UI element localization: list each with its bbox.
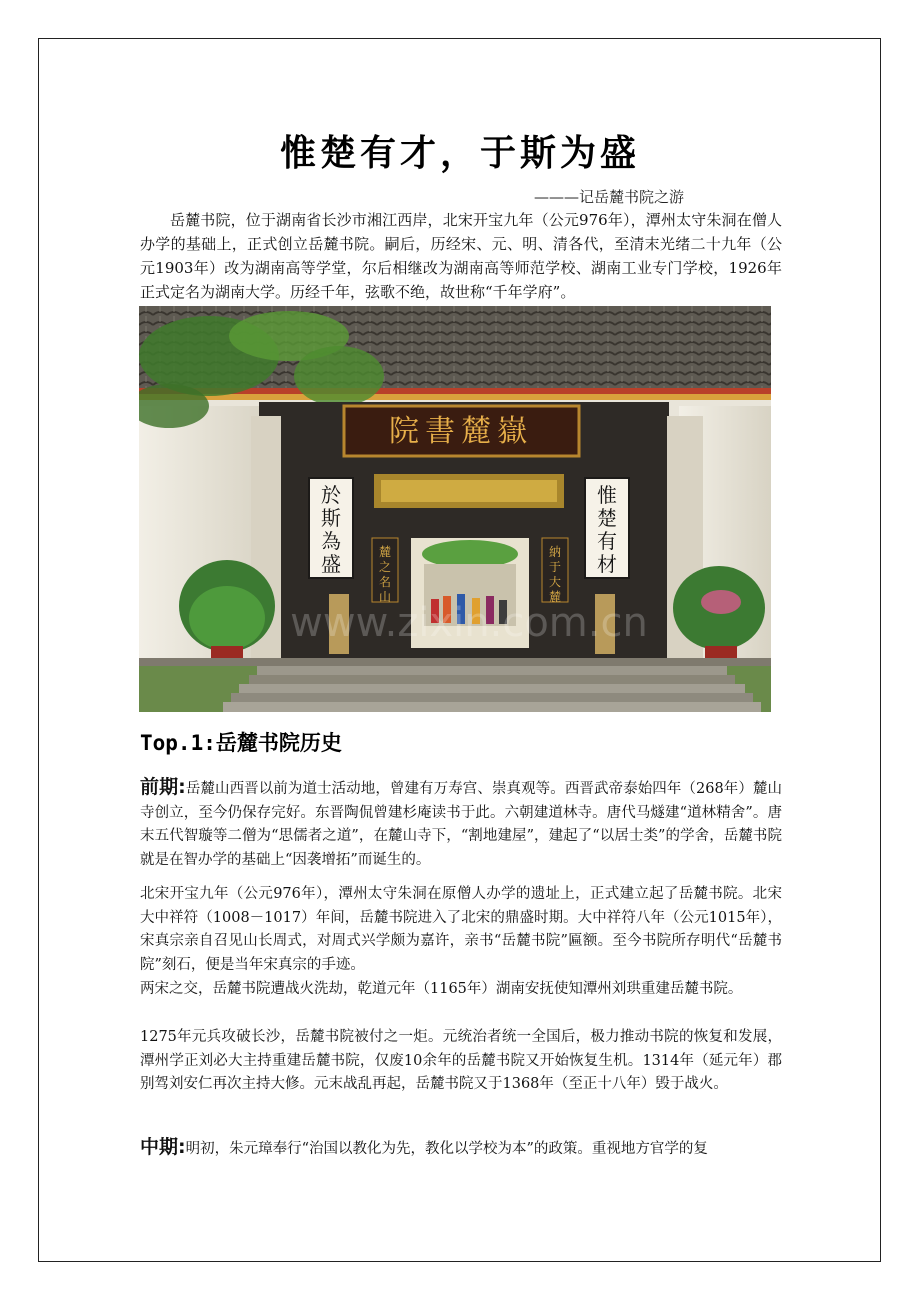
- academy-gate-photo: [139, 306, 771, 712]
- middle-period-text: 明初，朱元璋奉行“治国以教化为先，教化以学校为本”的政策。重视地方官学的复: [185, 1141, 708, 1157]
- history-paragraph-1: 北宋开宝九年（公元976年），潭州太守朱洞在原僧人办学的遗址上，正式建立起了岳麓书院。北宋大中祥符（1008－1017）年间，岳麓书院进入了北宋的鼎盛时期。大中祥符八年（公元1015年），宋真宗亲自召见山长周式，对周式兴学颇为嘉许，亲书“岳麓书院”匾额。至今书院所存明代“岳麓书院”刻石，便是当年宋真宗的手迹。: [140, 886, 782, 973]
- page-subtitle: ———记岳麓书院之游: [534, 188, 685, 206]
- early-period-label: 前期:: [140, 776, 186, 798]
- history-paragraph-2: 两宋之交，岳麓书院遭战火洗劫，乾道元年（1165年）湖南安抚使知潭州刘珙重建岳麓书院。: [140, 981, 743, 997]
- intro-paragraph: 岳麓书院，位于湖南省长沙市湘江西岸，北宋开宝九年（公元976年），潭州太守朱洞在僧人办学的基础上，正式创立岳麓书院。嗣后，历经宋、元、明、清各代，至清末光绪二十九年（公元1903年）改为湖南高等学堂，尔后相继改为湖南高等师范学校、湖南工业专门学校，1926年正式定名为湖南大学。历经千年，弦歌不绝，故世称“千年学府”。: [140, 211, 782, 301]
- page-title: 惟楚有才，于斯为盛: [279, 133, 640, 174]
- history-paragraph-3: 1275年元兵攻破长沙，岳麓书院被付之一炬。元统治者统一全国后，极力推动书院的恢复和发展，潭州学正刘必大主持重建岳麓书院，仅废10余年的岳麓书院又开始恢复生机。1314年（延元年）郡别驾刘安仁再次主持大修。元末战乱再起，岳麓书院又于1368年（至正十八年）毁于战火。: [140, 1029, 782, 1092]
- early-period-paragraph: [140, 776, 782, 872]
- section-heading-history: Top.1:岳麓书院历史: [140, 731, 342, 755]
- middle-period-paragraph: [140, 1136, 782, 1162]
- couplet-right: 惟楚有材: [597, 483, 617, 576]
- inner-couplet-left: 麓之名山: [378, 545, 392, 604]
- middle-period-label: 中期:: [140, 1136, 186, 1158]
- inner-couplet-right: 納于大麓: [548, 545, 562, 604]
- plaque-text: 院書麓嶽: [389, 414, 533, 449]
- photo-watermark: www.zixin.com.cn: [290, 600, 648, 646]
- couplet-left: 於斯為盛: [321, 483, 341, 576]
- early-period-text: 岳麓山西晋以前为道士活动地，曾建有万寿宫、崇真观等。西晋武帝泰始四年（268年）麓山寺创立，至今仍保存完好。东晋陶侃曾建杉庵读书于此。六朝建道林寺。唐代马燧建“道林精舍”。唐末五代智璇等二僧为“思儒者之道”，在麓山寺下，“割地建屋”，建起了“以居士类”的学舍，岳麓书院就是在智办学的基础上“因袭增拓”而诞生的。: [140, 781, 782, 868]
